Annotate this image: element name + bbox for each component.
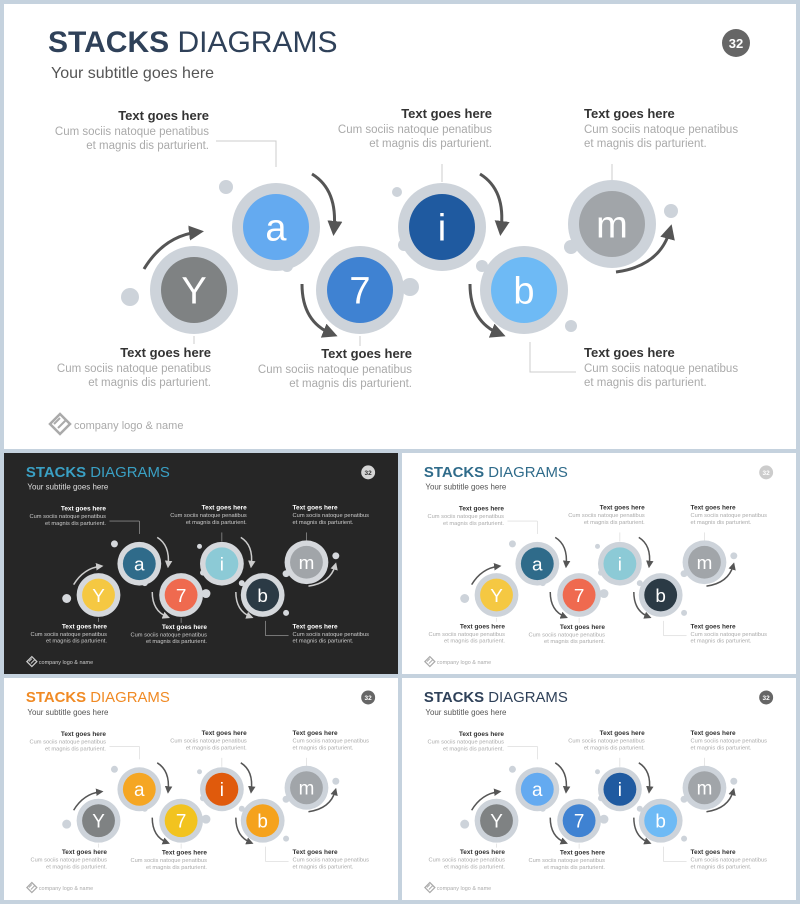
slide-title <box>424 465 568 481</box>
label-title: Text goes here <box>599 504 645 512</box>
slide-subtitle: Your subtitle goes here <box>51 65 215 82</box>
label-title: Text goes here <box>584 106 675 121</box>
label-body-line1: Cum sociis natoque penatibus <box>170 738 247 745</box>
decorative-dot <box>509 540 516 547</box>
node-letter: a <box>532 554 543 576</box>
slide-subtitle: Your subtitle goes here <box>27 707 109 717</box>
slide-canvas <box>402 453 796 674</box>
decorative-dot <box>121 288 139 306</box>
node-letter: i <box>617 780 623 802</box>
decorative-dot <box>595 769 600 774</box>
label-title: Text goes here <box>690 729 736 737</box>
page-number: 32 <box>762 469 770 477</box>
title-rest: DIAGRAMS <box>484 688 568 706</box>
logo-text: company logo & name <box>436 660 492 667</box>
decorative-dot <box>332 778 339 785</box>
stack-node <box>241 573 285 617</box>
label-title: Text goes here <box>61 849 107 857</box>
stack-node <box>515 542 559 586</box>
decorative-dot <box>332 552 339 559</box>
page-number: 32 <box>364 469 372 477</box>
logo-text: company logo & name <box>38 886 94 893</box>
label-title: Text goes here <box>201 729 247 737</box>
label-title: Text goes here <box>120 345 211 360</box>
decorative-dot <box>197 544 202 549</box>
stack-node <box>285 766 329 810</box>
label-body-line2: et magnis dis parturient. <box>45 746 106 753</box>
label-title: Text goes here <box>118 108 209 123</box>
label-title: Text goes here <box>459 623 505 631</box>
label-body-line1: Cum sociis natoque penatibus <box>528 858 605 865</box>
label-body-line1: Cum sociis natoque penatibus <box>30 631 107 638</box>
node-letter: Y <box>92 585 105 607</box>
teal-theme-slide-thumbnail[interactable] <box>402 453 796 674</box>
title-bold: STACKS <box>423 688 485 706</box>
stack-node <box>77 799 121 843</box>
title-rest: DIAGRAMS <box>86 464 170 481</box>
label-body-line1: Cum sociis natoque penatibus <box>130 632 207 639</box>
node-letter: a <box>532 780 543 802</box>
label-body-line1: Cum sociis natoque penatibus <box>292 857 370 864</box>
stack-node <box>241 799 285 843</box>
label-body-line1: Cum sociis natoque penatibus <box>528 632 605 639</box>
dark-theme-slide-thumbnail[interactable] <box>4 453 398 674</box>
title-bold: STACKS <box>48 26 170 59</box>
slide-canvas <box>402 678 796 900</box>
label-body-line1: Cum sociis natoque penatibus <box>29 514 106 521</box>
label-body-line1: Cum sociis natoque penatibus <box>29 739 106 746</box>
stack-node <box>683 540 727 584</box>
main-slide <box>4 4 796 449</box>
label-body-line1: Cum sociis natoque penatibus <box>292 631 370 638</box>
node-letter: m <box>696 553 713 575</box>
label-body-line2: et magnis dis parturient. <box>584 138 707 150</box>
decorative-dot <box>111 766 118 773</box>
node-letter: b <box>257 585 268 607</box>
stack-node <box>475 799 519 843</box>
decorative-dot <box>509 766 516 773</box>
node-letter: 7 <box>349 270 371 313</box>
node-letter: Y <box>490 585 503 607</box>
slide-canvas <box>4 453 398 674</box>
stack-node <box>639 799 683 843</box>
label-body-line2: et magnis dis parturient. <box>185 745 247 752</box>
title-bold: STACKS <box>25 688 87 706</box>
decorative-dot <box>197 769 202 774</box>
label-title: Text goes here <box>559 849 605 857</box>
decorative-dot <box>595 544 600 549</box>
logo-text: company logo & name <box>436 886 492 893</box>
stack-node <box>480 246 568 334</box>
label-body-line2: et magnis dis parturient. <box>584 377 707 389</box>
stack-node <box>316 246 404 334</box>
title-bold: STACKS <box>25 464 87 481</box>
node-letter: 7 <box>573 585 585 607</box>
label-body-line2: et magnis dis parturient. <box>289 378 412 390</box>
label-body-line2: et magnis dis parturient. <box>292 638 354 645</box>
node-letter: b <box>257 811 268 833</box>
label-body-line2: et magnis dis parturient. <box>45 521 106 528</box>
title-rest: DIAGRAMS <box>169 26 338 59</box>
stack-node <box>232 183 320 271</box>
decorative-dot <box>565 320 577 332</box>
decorative-dot <box>111 540 118 547</box>
blue-theme-slide-thumbnail[interactable] <box>402 678 796 900</box>
label-body-line1: Cum sociis natoque penatibus <box>130 858 207 865</box>
node-letter: a <box>134 554 145 576</box>
label-title: Text goes here <box>559 623 605 631</box>
node-letter: i <box>219 554 224 576</box>
node-letter: Y <box>490 811 503 833</box>
label-title: Text goes here <box>458 730 504 738</box>
node-letter: 7 <box>573 811 585 833</box>
label-body-line2: et magnis dis parturient. <box>46 864 107 871</box>
label-body-line1: Cum sociis natoque penatibus <box>427 739 504 746</box>
label-title: Text goes here <box>321 346 412 361</box>
stack-node <box>150 246 238 334</box>
label-body-line2: et magnis dis parturient. <box>690 745 752 752</box>
label-body-line1: Cum sociis natoque penatibus <box>337 124 492 136</box>
node-letter: i <box>617 554 622 576</box>
label-body-line1: Cum sociis natoque penatibus <box>690 857 768 864</box>
label-body-line2: et magnis dis parturient. <box>544 865 605 872</box>
slide-subtitle: Your subtitle goes here <box>425 482 507 492</box>
title-rest: DIAGRAMS <box>484 464 568 481</box>
label-body-line1: Cum sociis natoque penatibus <box>690 513 768 520</box>
label-title: Text goes here <box>60 505 106 513</box>
title-rest: DIAGRAMS <box>86 688 170 706</box>
label-body-line2: et magnis dis parturient. <box>690 864 752 871</box>
slide-title <box>26 689 170 706</box>
label-title: Text goes here <box>459 849 505 857</box>
label-body-line1: Cum sociis natoque penatibus <box>54 126 209 138</box>
logo-text: company logo & name <box>38 660 94 667</box>
label-body-line2: et magnis dis parturient. <box>292 520 354 527</box>
label-body-line2: et magnis dis parturient. <box>86 140 209 152</box>
decorative-dot <box>730 552 737 559</box>
label-body-line1: Cum sociis natoque penatibus <box>56 363 211 375</box>
label-title: Text goes here <box>60 730 106 738</box>
label-body-line2: et magnis dis parturient. <box>46 638 107 645</box>
label-title: Text goes here <box>61 623 107 631</box>
label-body-line1: Cum sociis natoque penatibus <box>257 364 412 376</box>
node-letter: b <box>655 811 666 833</box>
node-letter: 7 <box>175 811 187 833</box>
decorative-dot <box>62 820 71 829</box>
decorative-dot <box>283 836 289 842</box>
label-title: Text goes here <box>292 849 338 857</box>
decorative-dot <box>681 836 687 842</box>
label-body-line2: et magnis dis parturient. <box>544 639 605 646</box>
label-body-line2: et magnis dis parturient. <box>583 745 645 752</box>
node-letter: Y <box>181 270 207 313</box>
label-title: Text goes here <box>292 504 338 512</box>
label-body-line1: Cum sociis natoque penatibus <box>292 738 370 745</box>
label-body-line1: Cum sociis natoque penatibus <box>568 513 645 520</box>
label-title: Text goes here <box>201 504 247 512</box>
decorative-dot <box>62 594 71 603</box>
label-title: Text goes here <box>599 729 645 737</box>
page-number: 32 <box>364 694 372 702</box>
decorative-dot <box>219 180 233 194</box>
orange-theme-slide-thumbnail[interactable] <box>4 678 398 900</box>
slide-title <box>424 689 568 706</box>
label-title: Text goes here <box>292 623 338 631</box>
stack-node <box>159 799 203 843</box>
stack-node <box>683 766 727 810</box>
label-title: Text goes here <box>292 729 338 737</box>
stack-node <box>557 799 601 843</box>
label-body-line1: Cum sociis natoque penatibus <box>568 738 645 745</box>
stack-node <box>200 542 244 586</box>
label-body-line2: et magnis dis parturient. <box>690 520 752 527</box>
label-body-line2: et magnis dis parturient. <box>444 638 505 645</box>
label-body-line1: Cum sociis natoque penatibus <box>427 514 504 521</box>
node-letter: b <box>655 585 666 607</box>
node-letter: m <box>298 553 315 575</box>
label-body-line2: et magnis dis parturient. <box>444 864 505 871</box>
label-body-line2: et magnis dis parturient. <box>146 865 207 872</box>
slide-canvas <box>4 4 796 449</box>
node-letter: m <box>298 778 315 800</box>
label-title: Text goes here <box>690 623 736 631</box>
label-title: Text goes here <box>161 849 207 857</box>
label-body-line2: et magnis dis parturient. <box>88 377 211 389</box>
label-body-line1: Cum sociis natoque penatibus <box>584 363 739 375</box>
decorative-dot <box>283 610 289 616</box>
decorative-dot <box>664 204 678 218</box>
label-title: Text goes here <box>690 849 736 857</box>
stack-node <box>639 573 683 617</box>
label-body-line2: et magnis dis parturient. <box>443 521 504 528</box>
slide-subtitle: Your subtitle goes here <box>27 482 109 492</box>
node-letter: Y <box>92 811 105 833</box>
label-title: Text goes here <box>690 504 736 512</box>
label-body-line2: et magnis dis parturient. <box>146 639 207 646</box>
page-number: 32 <box>762 694 770 702</box>
stack-node <box>117 767 161 811</box>
stack-node <box>598 542 642 586</box>
label-body-line1: Cum sociis natoque penatibus <box>584 124 739 136</box>
label-title: Text goes here <box>584 345 675 360</box>
label-body-line1: Cum sociis natoque penatibus <box>30 857 107 864</box>
label-body-line1: Cum sociis natoque penatibus <box>428 857 505 864</box>
stack-node <box>598 767 642 811</box>
node-letter: b <box>513 270 535 313</box>
label-title: Text goes here <box>401 106 492 121</box>
stack-node <box>117 542 161 586</box>
decorative-dot <box>460 594 469 603</box>
node-letter: a <box>134 780 145 802</box>
stack-node <box>568 180 656 268</box>
node-letter: i <box>219 780 225 802</box>
label-title: Text goes here <box>161 623 207 631</box>
stack-node <box>285 540 329 584</box>
stack-node <box>200 767 244 811</box>
label-body-line2: et magnis dis parturient. <box>292 745 354 752</box>
stack-node <box>77 573 121 617</box>
label-title: Text goes here <box>458 505 504 513</box>
label-body-line1: Cum sociis natoque penatibus <box>170 513 247 520</box>
node-letter: m <box>696 778 713 800</box>
decorative-dot <box>730 778 737 785</box>
decorative-dot <box>681 610 687 616</box>
slide-title <box>26 465 170 481</box>
label-body-line1: Cum sociis natoque penatibus <box>690 738 768 745</box>
slide-title <box>48 26 337 59</box>
logo-text: company logo & name <box>74 420 184 432</box>
decorative-dot <box>392 187 402 197</box>
node-letter: a <box>265 207 287 250</box>
slide-canvas <box>4 678 398 900</box>
label-body-line2: et magnis dis parturient. <box>292 864 354 871</box>
label-body-line2: et magnis dis parturient. <box>443 746 504 753</box>
label-body-line2: et magnis dis parturient. <box>185 520 247 527</box>
slide-subtitle: Your subtitle goes here <box>425 707 507 717</box>
label-body-line2: et magnis dis parturient. <box>583 520 645 527</box>
node-letter: i <box>437 207 447 250</box>
label-body-line2: et magnis dis parturient. <box>369 138 492 150</box>
stack-node <box>475 573 519 617</box>
label-body-line1: Cum sociis natoque penatibus <box>292 513 370 520</box>
label-body-line1: Cum sociis natoque penatibus <box>428 631 505 638</box>
stack-node <box>557 573 601 617</box>
stack-node <box>398 183 486 271</box>
title-bold: STACKS <box>423 464 485 481</box>
stack-node <box>159 573 203 617</box>
label-body-line2: et magnis dis parturient. <box>690 638 752 645</box>
label-body-line1: Cum sociis natoque penatibus <box>690 631 768 638</box>
stack-node <box>515 767 559 811</box>
decorative-dot <box>460 820 469 829</box>
page-number: 32 <box>728 36 744 51</box>
node-letter: m <box>596 204 628 247</box>
node-letter: 7 <box>175 585 187 607</box>
